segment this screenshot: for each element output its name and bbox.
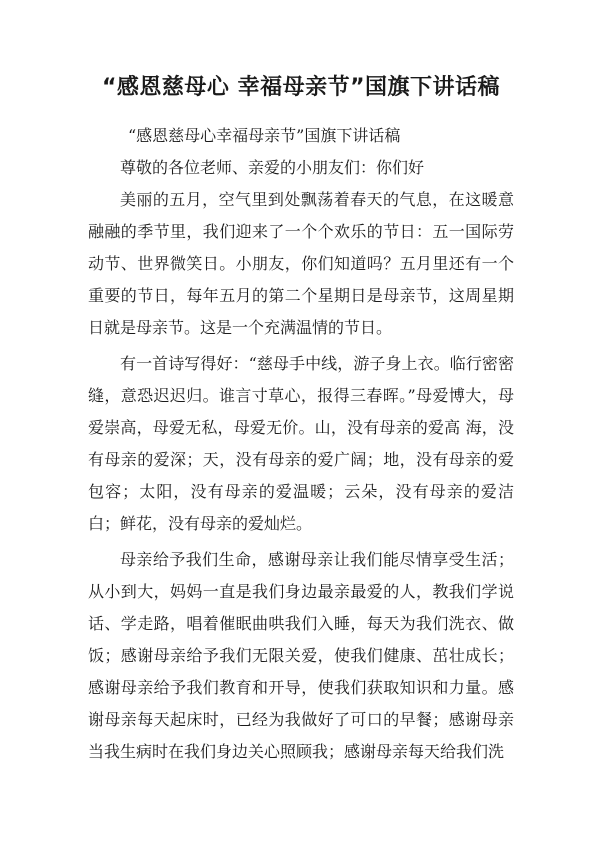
subtitle-paragraph: “感恩慈母心幸福母亲节”国旗下讲话稿 — [128, 126, 401, 145]
document-title: “感恩慈母心 幸福母亲节”国旗下讲话稿 — [101, 75, 501, 100]
body-paragraph-2: 有一首诗写得好：“慈母手中线，游子身上衣。临行密密缝，意恐迟迟归。谁言寸草心，报得三春晖。”母爱博大，母爱崇高，母爱无私，母爱无价。山，没有母亲的爱高 海，没有母亲的爱深；天，没有母亲的爱广阔；地，没有母亲的爱包容；太阳，没有母亲的爱温暖；云朵，没有母亲的爱洁白；鲜花，没有母亲的爱灿烂。 — [88, 354, 514, 533]
body-paragraph-3: 母亲给予我们生命，感谢母亲让我们能尽情享受生活；从小到大，妈妈一直是我们身边最亲最爱的人，教我们学说话、学走路，唱着催眠曲哄我们入睡，每天为我们洗衣、做饭；感谢母亲给予我们无限关爱，使我们健康、茁壮成长；感谢母亲给予我们教育和开导，使我们获取知识和力量。感谢母亲每天起床时，已经为我做好了可口的早餐；感谢母亲当我生病时在我们身边关心照顾我；感谢母亲每天给我们洗 — [88, 550, 514, 761]
greeting-paragraph: 尊敬的各位老师、亲爱的小朋友们：你们好 — [120, 158, 425, 177]
body-paragraph-1: 美丽的五月，空气里到处飘荡着春天的气息，在这暖意融融的季节里，我们迎来了一个个欢乐的节日：五一国际劳动节、世界微笑日。小朋友，你们知道吗？五月里还有一个重要的节日，每年五月的第二个星期日是母亲节，这周星期日就是母亲节。这是一个充满温情的节日。 — [88, 190, 514, 337]
